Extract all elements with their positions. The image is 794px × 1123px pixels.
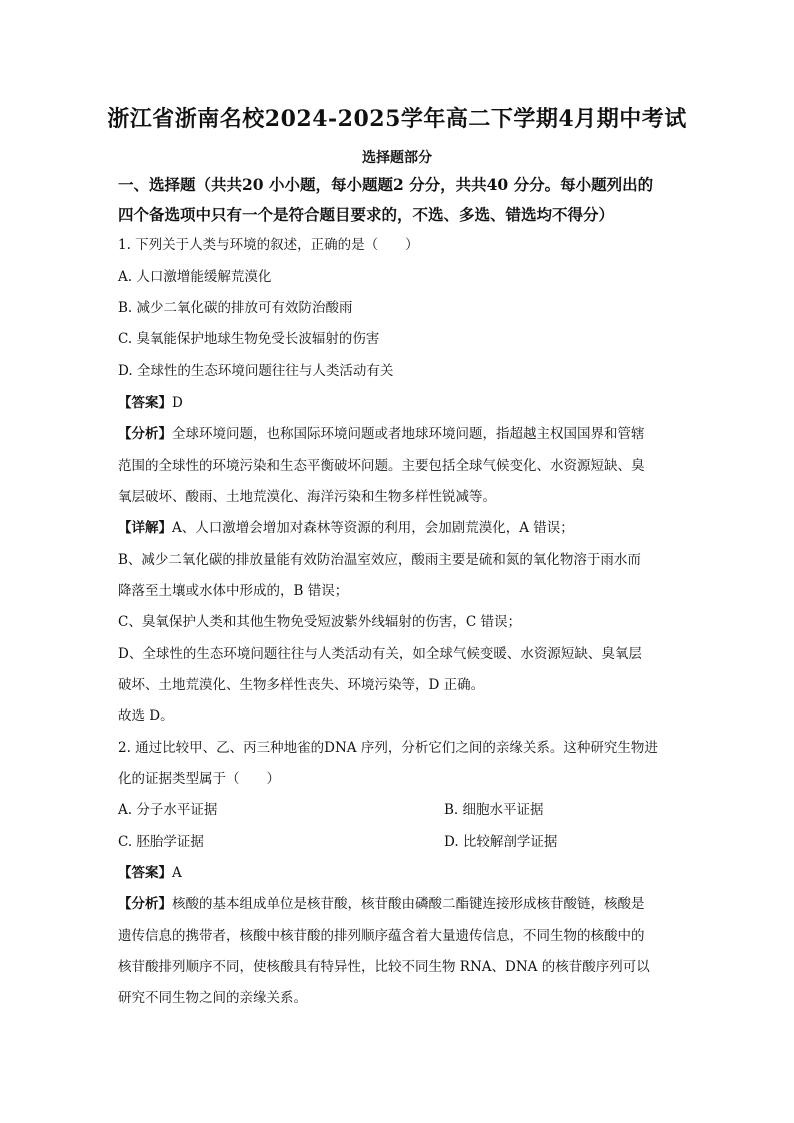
q2-option-a: A. 分子水平证据 (118, 802, 218, 818)
q1-detail-line-4: C、臭氧保护人类和其他生物免受短波紫外线辐射的伤害，C 错误； (118, 614, 521, 630)
q1-answer-tag: 【答案】 (118, 395, 172, 411)
q2-option-b: B. 细胞水平证据 (444, 802, 544, 818)
page-title: 浙江省浙南名校2024-2025学年高二下学期4月期中考试 (107, 106, 687, 132)
q1-analysis-line-3: 氧层破坏、酸雨、土地荒漠化、海洋污染和生物多样性锐减等。 (118, 489, 496, 505)
q1-option-d: D. 全球性的生态环境问题往往与人类活动有关 (118, 363, 394, 379)
q1-analysis-tag: 【分析】 (118, 426, 172, 442)
q2-stem-line-2: 化的证据类型属于（ ） (118, 771, 280, 787)
q2-analysis-tag: 【分析】 (118, 896, 172, 912)
q2-analysis-line-1 (118, 893, 645, 915)
q1-analysis-line-1 (118, 423, 645, 445)
q1-conclusion: 故选 D。 (118, 708, 174, 724)
q1-answer-value: D (172, 395, 183, 411)
q1-option-a: A. 人口激增能缓解荒漠化 (118, 269, 272, 285)
section-heading-line-1: 一、选择题（共共20 小小题，每小题题2 分分，共共40 分分。每小题列出的 (118, 175, 654, 194)
q2-analysis-text: 核酸的基本组成单位是核苷酸，核苷酸由磷酸二酯键连接形成核苷酸链，核酸是 (172, 896, 645, 912)
q2-analysis-line-3: 核苷酸排列顺序不同，使核酸具有特异性，比较不同生物 RNA、DNA 的核苷酸序列可以 (118, 959, 650, 975)
q1-detail-text: A、人口激增会增加对森林等资源的利用，会加剧荒漠化，A 错误； (172, 520, 574, 536)
section-heading (118, 170, 698, 230)
q2-answer (118, 862, 182, 884)
q2-answer-value: A (172, 865, 182, 881)
q2-option-d: D. 比较解剖学证据 (444, 834, 558, 850)
q2-option-c: C. 胚胎学证据 (118, 834, 204, 850)
q1-detail-line-6: 破坏、土地荒漠化、生物多样性丧失、环境污染等，D 正确。 (118, 677, 485, 693)
q1-detail-line-1 (118, 517, 574, 539)
q1-stem: 1. 下列关于人类与环境的叙述，正确的是（ ） (118, 237, 419, 253)
q2-stem-line-1: 2. 通过比较甲、乙、丙三种地雀的DNA 序列，分析它们之间的亲缘关系。这种研究生物进 (118, 740, 658, 756)
page-subtitle: 选择题部分 (362, 150, 432, 166)
q1-analysis-line-2: 范围的全球性的环境污染和生态平衡破坏问题。主要包括全球气候变化、水资源短缺、臭 (118, 458, 645, 474)
q1-option-b: B. 减少二氧化碳的排放可有效防治酸雨 (118, 300, 353, 316)
q2-analysis-line-2: 遗传信息的携带者，核酸中核苷酸的排列顺序蕴含着大量遗传信息，不同生物的核酸中的 (118, 928, 645, 944)
q2-answer-tag: 【答案】 (118, 865, 172, 881)
q1-detail-line-3: 降落至土壤或水体中形成的，B 错误； (118, 583, 349, 599)
q1-option-c: C. 臭氧能保护地球生物免受长波辐射的伤害 (118, 331, 380, 347)
q1-answer (118, 392, 183, 414)
q1-detail-line-5: D、全球性的生态环境问题往往与人类活动有关，如全球气候变暖、水资源短缺、臭氧层 (118, 646, 642, 662)
q1-detail-tag: 【详解】 (118, 520, 172, 536)
q2-analysis-line-4: 研究不同生物之间的亲缘关系。 (118, 990, 307, 1006)
q1-detail-line-2: B、减少二氧化碳的排放量能有效防治温室效应，酸雨主要是硫和氮的氧化物溶于雨水而 (118, 552, 641, 568)
q1-analysis-text: 全球环境问题，也称国际环境问题或者地球环境问题，指超越主权国国界和管辖 (172, 426, 645, 442)
section-heading-line-2: 四个备选项中只有一个是符合题目要求的，不选、多选、错选均不得分） (118, 205, 615, 224)
